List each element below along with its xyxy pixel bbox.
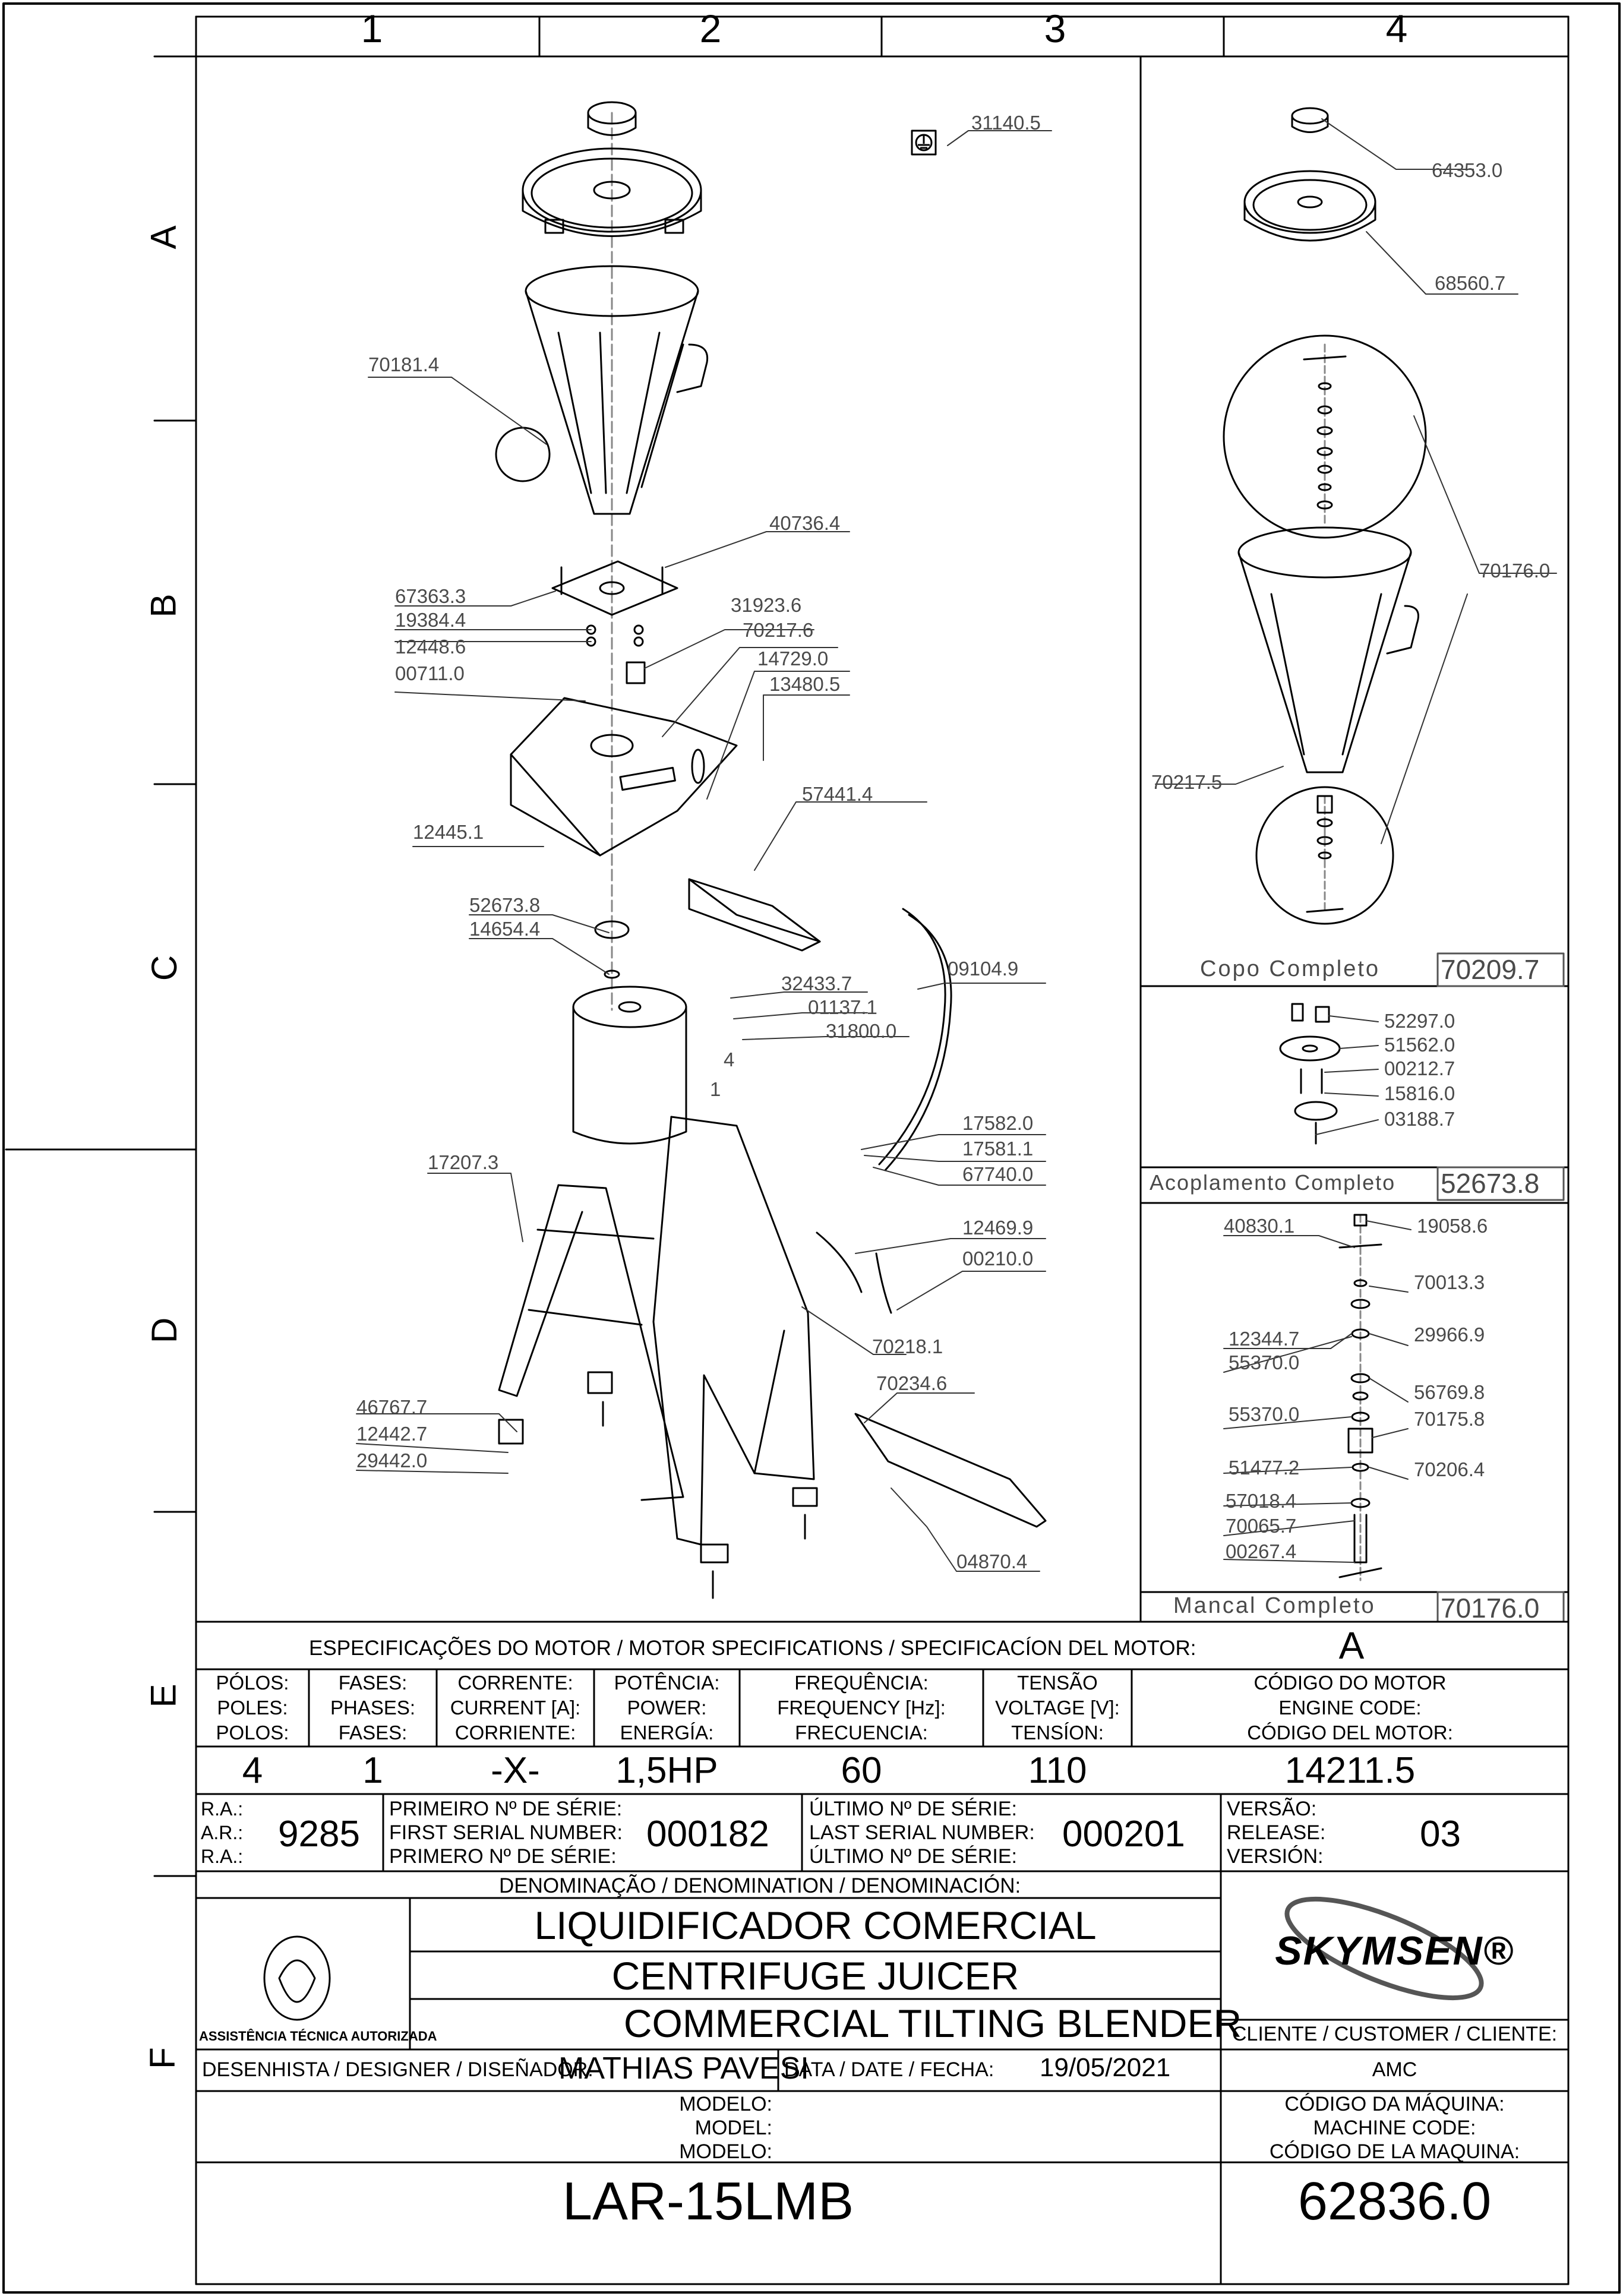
cup-panel-title: Copo Completo	[1200, 956, 1381, 981]
part-label: 31923.6	[731, 594, 802, 616]
part-label: 29442.0	[356, 1449, 428, 1471]
part-label: 29966.9	[1414, 1324, 1485, 1346]
denomination-header: DENOMINAÇÃO / DENOMINATION / DENOMINACIÓN:	[499, 1874, 1021, 1897]
column-label-3: 3	[1044, 7, 1066, 50]
part-label: 17581.1	[962, 1138, 1034, 1160]
first-serial-labels: PRIMEIRO Nº DE SÉRIE: FIRST SERIAL NUMBER: PRIMERO Nº DE SÉRIE:	[389, 1798, 623, 1868]
designer-value: MATHIAS PAVESI	[558, 2051, 809, 2086]
part-label: 12445.1	[413, 821, 484, 843]
row-label-a: A	[143, 225, 184, 250]
part-label: 70234.6	[876, 1372, 948, 1394]
part-label: 70181.4	[368, 353, 440, 375]
spec-value-voltage: 110	[1028, 1750, 1087, 1791]
part-label: 51562.0	[1384, 1034, 1455, 1056]
part-label: 19058.6	[1417, 1215, 1488, 1237]
part-label: 70206.4	[1414, 1458, 1485, 1480]
machine-code-value: 62836.0	[1297, 2172, 1492, 2231]
spec-value-poles: 4	[242, 1750, 263, 1791]
spec-head-poles: PÓLOS: POLES: POLOS:	[216, 1672, 289, 1744]
part-label: 52673.8	[469, 894, 541, 916]
date-value: 19/05/2021	[1040, 2053, 1171, 2082]
part-label: 31800.0	[826, 1020, 897, 1042]
part-label: 17207.3	[428, 1151, 499, 1173]
part-label: 12442.7	[356, 1423, 428, 1445]
part-label: 56769.8	[1414, 1381, 1485, 1403]
spec-value-phases: 1	[362, 1750, 383, 1791]
spec-head-power: POTÊNCIA: POWER: ENERGÍA:	[614, 1672, 720, 1744]
part-label: 00210.0	[962, 1248, 1034, 1269]
row-label-d: D	[144, 1317, 185, 1344]
brand-logo: SKYMSEN®	[1275, 1928, 1514, 1973]
denomination-line-1: LIQUIDIFICADOR COMERCIAL	[534, 1903, 1097, 1947]
cup-panel-code: 70209.7	[1441, 954, 1540, 985]
coupling-panel-title: Acoplamento Completo	[1150, 1170, 1396, 1195]
wire-label: 4	[724, 1048, 735, 1070]
ra-value: 9285	[278, 1814, 360, 1855]
part-label: 52297.0	[1384, 1010, 1455, 1032]
denomination-line-3: COMMERCIAL TILTING BLENDER	[623, 2001, 1242, 2045]
part-label: 04870.4	[956, 1550, 1028, 1572]
part-label: 00267.4	[1226, 1540, 1297, 1562]
seal-drawing	[264, 1937, 330, 2020]
column-label-2: 2	[699, 7, 722, 50]
leader-lines	[356, 131, 1052, 1571]
part-label: 12344.7	[1229, 1328, 1300, 1350]
part-label: 67363.3	[395, 585, 466, 607]
part-label: 70065.7	[1226, 1515, 1297, 1537]
part-label: 40830.1	[1224, 1215, 1295, 1237]
last-serial-labels: ÚLTIMO Nº DE SÉRIE: LAST SERIAL NUMBER: ÚLTIMO Nº DE SÉRIE:	[809, 1798, 1035, 1868]
coupling-panel-leaders	[1316, 1016, 1378, 1135]
client-label: CLIENTE / CUSTOMER / CLIENTE:	[1232, 2023, 1558, 2045]
motor-letter: A	[1338, 1624, 1365, 1667]
part-label: 17582.0	[962, 1112, 1034, 1134]
version-labels: VERSÃO: RELEASE: VERSIÓN:	[1227, 1798, 1326, 1868]
part-label: 32433.7	[781, 972, 852, 994]
part-label: 12448.6	[395, 636, 466, 658]
row-label-b: B	[143, 593, 184, 618]
part-label: 51477.2	[1229, 1457, 1300, 1479]
first-serial-value: 000182	[646, 1814, 769, 1855]
part-label: 64353.0	[1432, 159, 1503, 181]
spec-value-power: 1,5HP	[615, 1750, 718, 1791]
model-value: LAR-15LMB	[562, 2172, 854, 2231]
ground-symbol-icon	[916, 135, 932, 150]
part-label: 57441.4	[802, 783, 873, 805]
part-label: 70013.3	[1414, 1271, 1485, 1293]
spec-head-voltage: TENSÃO VOLTAGE [V]: TENSÍON:	[995, 1672, 1120, 1744]
row-label-f: F	[142, 2047, 182, 2069]
part-label: 68560.7	[1435, 272, 1506, 294]
part-label: 46767.7	[356, 1396, 428, 1418]
coupling-complete-drawing	[1280, 1004, 1340, 1144]
part-label: 70218.1	[872, 1335, 943, 1357]
part-label: 00711.0	[395, 662, 465, 684]
part-label: 55370.0	[1229, 1351, 1300, 1373]
column-label-1: 1	[361, 7, 383, 50]
column-label-4: 4	[1385, 7, 1408, 50]
machine-code-labels: CÓDIGO DA MÁQUINA: MACHINE CODE: CÓDIGO DE LA MAQUINA:	[1269, 2093, 1520, 2163]
denomination-line-2: CENTRIFUGE JUICER	[611, 1954, 1019, 1998]
part-label: 55370.0	[1229, 1403, 1300, 1425]
bearing-panel-title: Mancal Completo	[1173, 1593, 1376, 1618]
bearing-complete-drawing	[1340, 1215, 1381, 1580]
last-serial-value: 000201	[1062, 1814, 1185, 1855]
ra-labels: R.A.: A.R.: R.A.:	[201, 1798, 244, 1867]
part-label: 70217.5	[1151, 771, 1223, 793]
part-label: 70217.6	[743, 619, 814, 641]
date-label: DATA / DATE / FECHA:	[784, 2058, 994, 2081]
spec-value-engine-code: 14211.5	[1284, 1750, 1416, 1791]
part-label: 70176.0	[1479, 560, 1551, 582]
spec-head-phases: FASES: PHASES: FASES:	[330, 1672, 416, 1744]
authorized-service-seal: ASSISTÊNCIA TÉCNICA AUTORIZADA	[199, 2029, 437, 2044]
part-label: 14729.0	[757, 648, 829, 669]
part-label: 67740.0	[962, 1163, 1034, 1185]
part-label: 03188.7	[1384, 1108, 1455, 1130]
spec-head-current: CORRENTE: CURRENT [A]: CORRIENTE:	[450, 1672, 581, 1744]
designer-label: DESENHISTA / DESIGNER / DISEÑADOR:	[202, 2058, 593, 2081]
exploded-assembly	[496, 102, 1046, 1598]
row-label-c: C	[144, 955, 185, 981]
spec-head-frequency: FREQUÊNCIA: FREQUENCY [Hz]: FRECUENCIA:	[777, 1672, 946, 1744]
spec-value-frequency: 60	[841, 1750, 882, 1791]
spec-value-current: -X-	[491, 1750, 540, 1791]
part-label: 40736.4	[769, 512, 841, 534]
part-label: 13480.5	[769, 673, 841, 695]
part-label: 31140.5	[971, 112, 1041, 134]
part-label: 70175.8	[1414, 1408, 1485, 1430]
wire-label: 1	[710, 1078, 721, 1100]
part-label: 14654.4	[469, 918, 541, 940]
cup-panel-leaders	[1155, 119, 1556, 844]
part-label: 09104.9	[948, 958, 1019, 980]
version-value: 03	[1420, 1814, 1461, 1855]
spec-head-engine-code: CÓDIGO DO MOTOR ENGINE CODE: CÓDIGO DEL MOTOR:	[1247, 1672, 1453, 1744]
model-labels: MODELO: MODEL: MODELO:	[679, 2093, 772, 2163]
coupling-panel-code: 52673.8	[1441, 1168, 1540, 1199]
part-label: 01137.1	[808, 996, 877, 1018]
motor-spec-header: ESPECIFICAÇÕES DO MOTOR / MOTOR SPECIFICATIONS / SPECIFICACÍON DEL MOTOR:	[309, 1637, 1196, 1660]
part-label: 19384.4	[395, 609, 466, 631]
row-label-e: E	[143, 1684, 184, 1708]
part-label: 00212.7	[1384, 1057, 1455, 1079]
bearing-panel-code: 70176.0	[1441, 1593, 1540, 1624]
part-label: 15816.0	[1384, 1082, 1455, 1104]
part-label: 12469.9	[962, 1217, 1034, 1239]
client-value: AMC	[1372, 2058, 1417, 2081]
part-label: 57018.4	[1226, 1490, 1297, 1512]
